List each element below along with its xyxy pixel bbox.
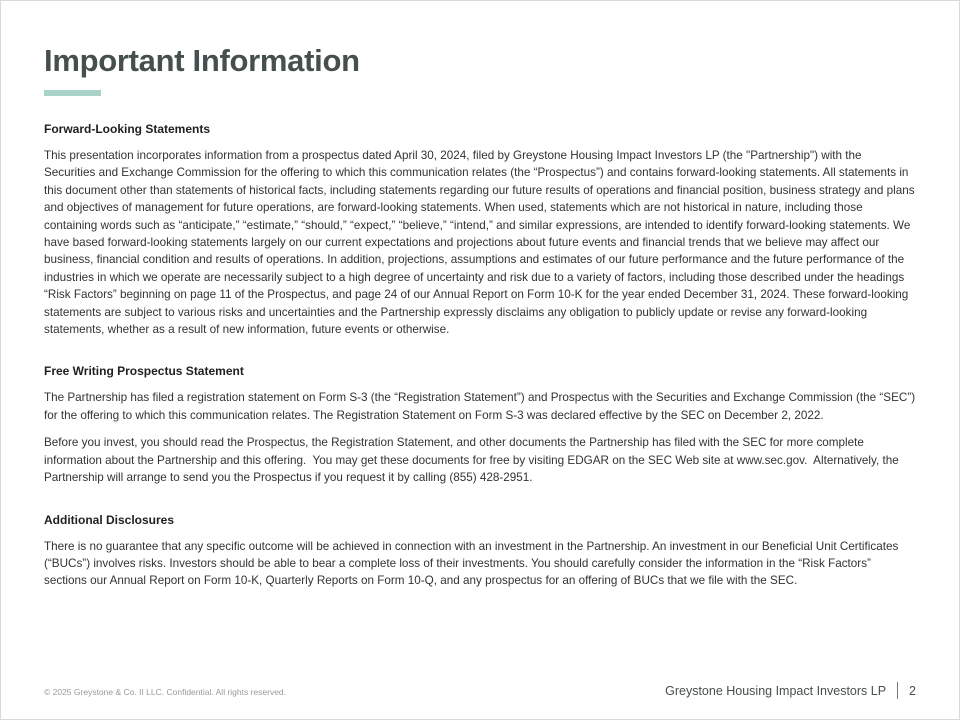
paragraph: This presentation incorporates information from a prospectus dated April 30, 2024, filed by Greystone Housing Impact Investors LP (the "Partnership") with the Securities and Exchange Commission for the offering to which this communication relates (the “Prospectus”) and contains forward-looking statements. All statements in this document other than statements of historical facts, including statements regarding our future results of operations and financial position, business strategy and plans and objectives of management for future operations, are forward-looking statements. When used, statements which are not historical in nature, including those containing words such as “anticipate,” “estimate,” “should,” “expect,” “believe,” “intend,” and similar expressions, are intended to identify forward-looking statements. We have based forward-looking statements largely on our current expectations and projections about future events and financial trends that we believe may affect our business, financial condition and results of operations. In addition, projections, assumptions and estimates of our future performance and the future performance of the industries in which we operate are necessarily subject to a high degree of uncertainty and risk due to a variety of factors, including those described under the headings “Risk Factors” beginning on page 11 of the Prospectus, and page 24 of our Annual Report on Form 10-K for the year ended December 31, 2024. These forward-looking statements are subject to various risks and uncertainties and the Partnership expressly disclaims any obligation to publicly update or revise any forward-looking statements, whether as a result of new information, future events or otherwise. [44, 149, 918, 337]
page-number: 2 [909, 683, 916, 698]
section-heading-forward-looking: Forward-Looking Statements [44, 122, 211, 136]
title-accent-bar [44, 90, 101, 96]
footer-divider [897, 682, 898, 699]
section-heading-free-writing-prospectus: Free Writing Prospectus Statement [44, 364, 244, 379]
paragraph: Before you invest, you should read the Prospectus, the Registration Statement, and other documents the Partnership has filed with the SEC for more complete information about the Partnership and this offering. You may get these documents for free by visiting EDGAR on the SEC Web site at www.sec.gov. Alternatively, the Partnership will arrange to send you the Prospectus if you request it by calling (855) 428-2951. [44, 436, 902, 485]
section-heading-additional-disclosures: Additional Disclosures [44, 512, 175, 527]
page-title: Important Information [44, 43, 360, 78]
slide-footer [44, 682, 916, 699]
paragraph: There is no guarantee that any specific outcome will be achieved in connection with an investment in the Partnership. An investment in our Beneficial Unit Certificates (“BUCs”) involves risks. Investors should be able to bear a complete loss of their investments. You should carefully consider the information in the “Risk Factors” sections our Annual Report on Form 10-K, Quarterly Reports on Form 10-Q, and any prospectus for an offering of BUCs that we file with the SEC. [44, 539, 902, 588]
paragraph: The Partnership has filed a registration statement on Form S-3 (the “Registration Statement”) and Prospectus with the Securities and Exchange Commission (the “SEC”) for the offering to which this communication relates. The Registration Statement on Form S-3 was declared effective by the SEC on December 2, 2022. [44, 391, 919, 422]
footer-right [665, 682, 916, 699]
copyright-notice: © 2025 Greystone & Co. II LLC. Confidential. All rights reserved. [44, 687, 287, 697]
slide-content [1, 1, 959, 590]
company-name: Greystone Housing Impact Investors LP [665, 683, 887, 698]
